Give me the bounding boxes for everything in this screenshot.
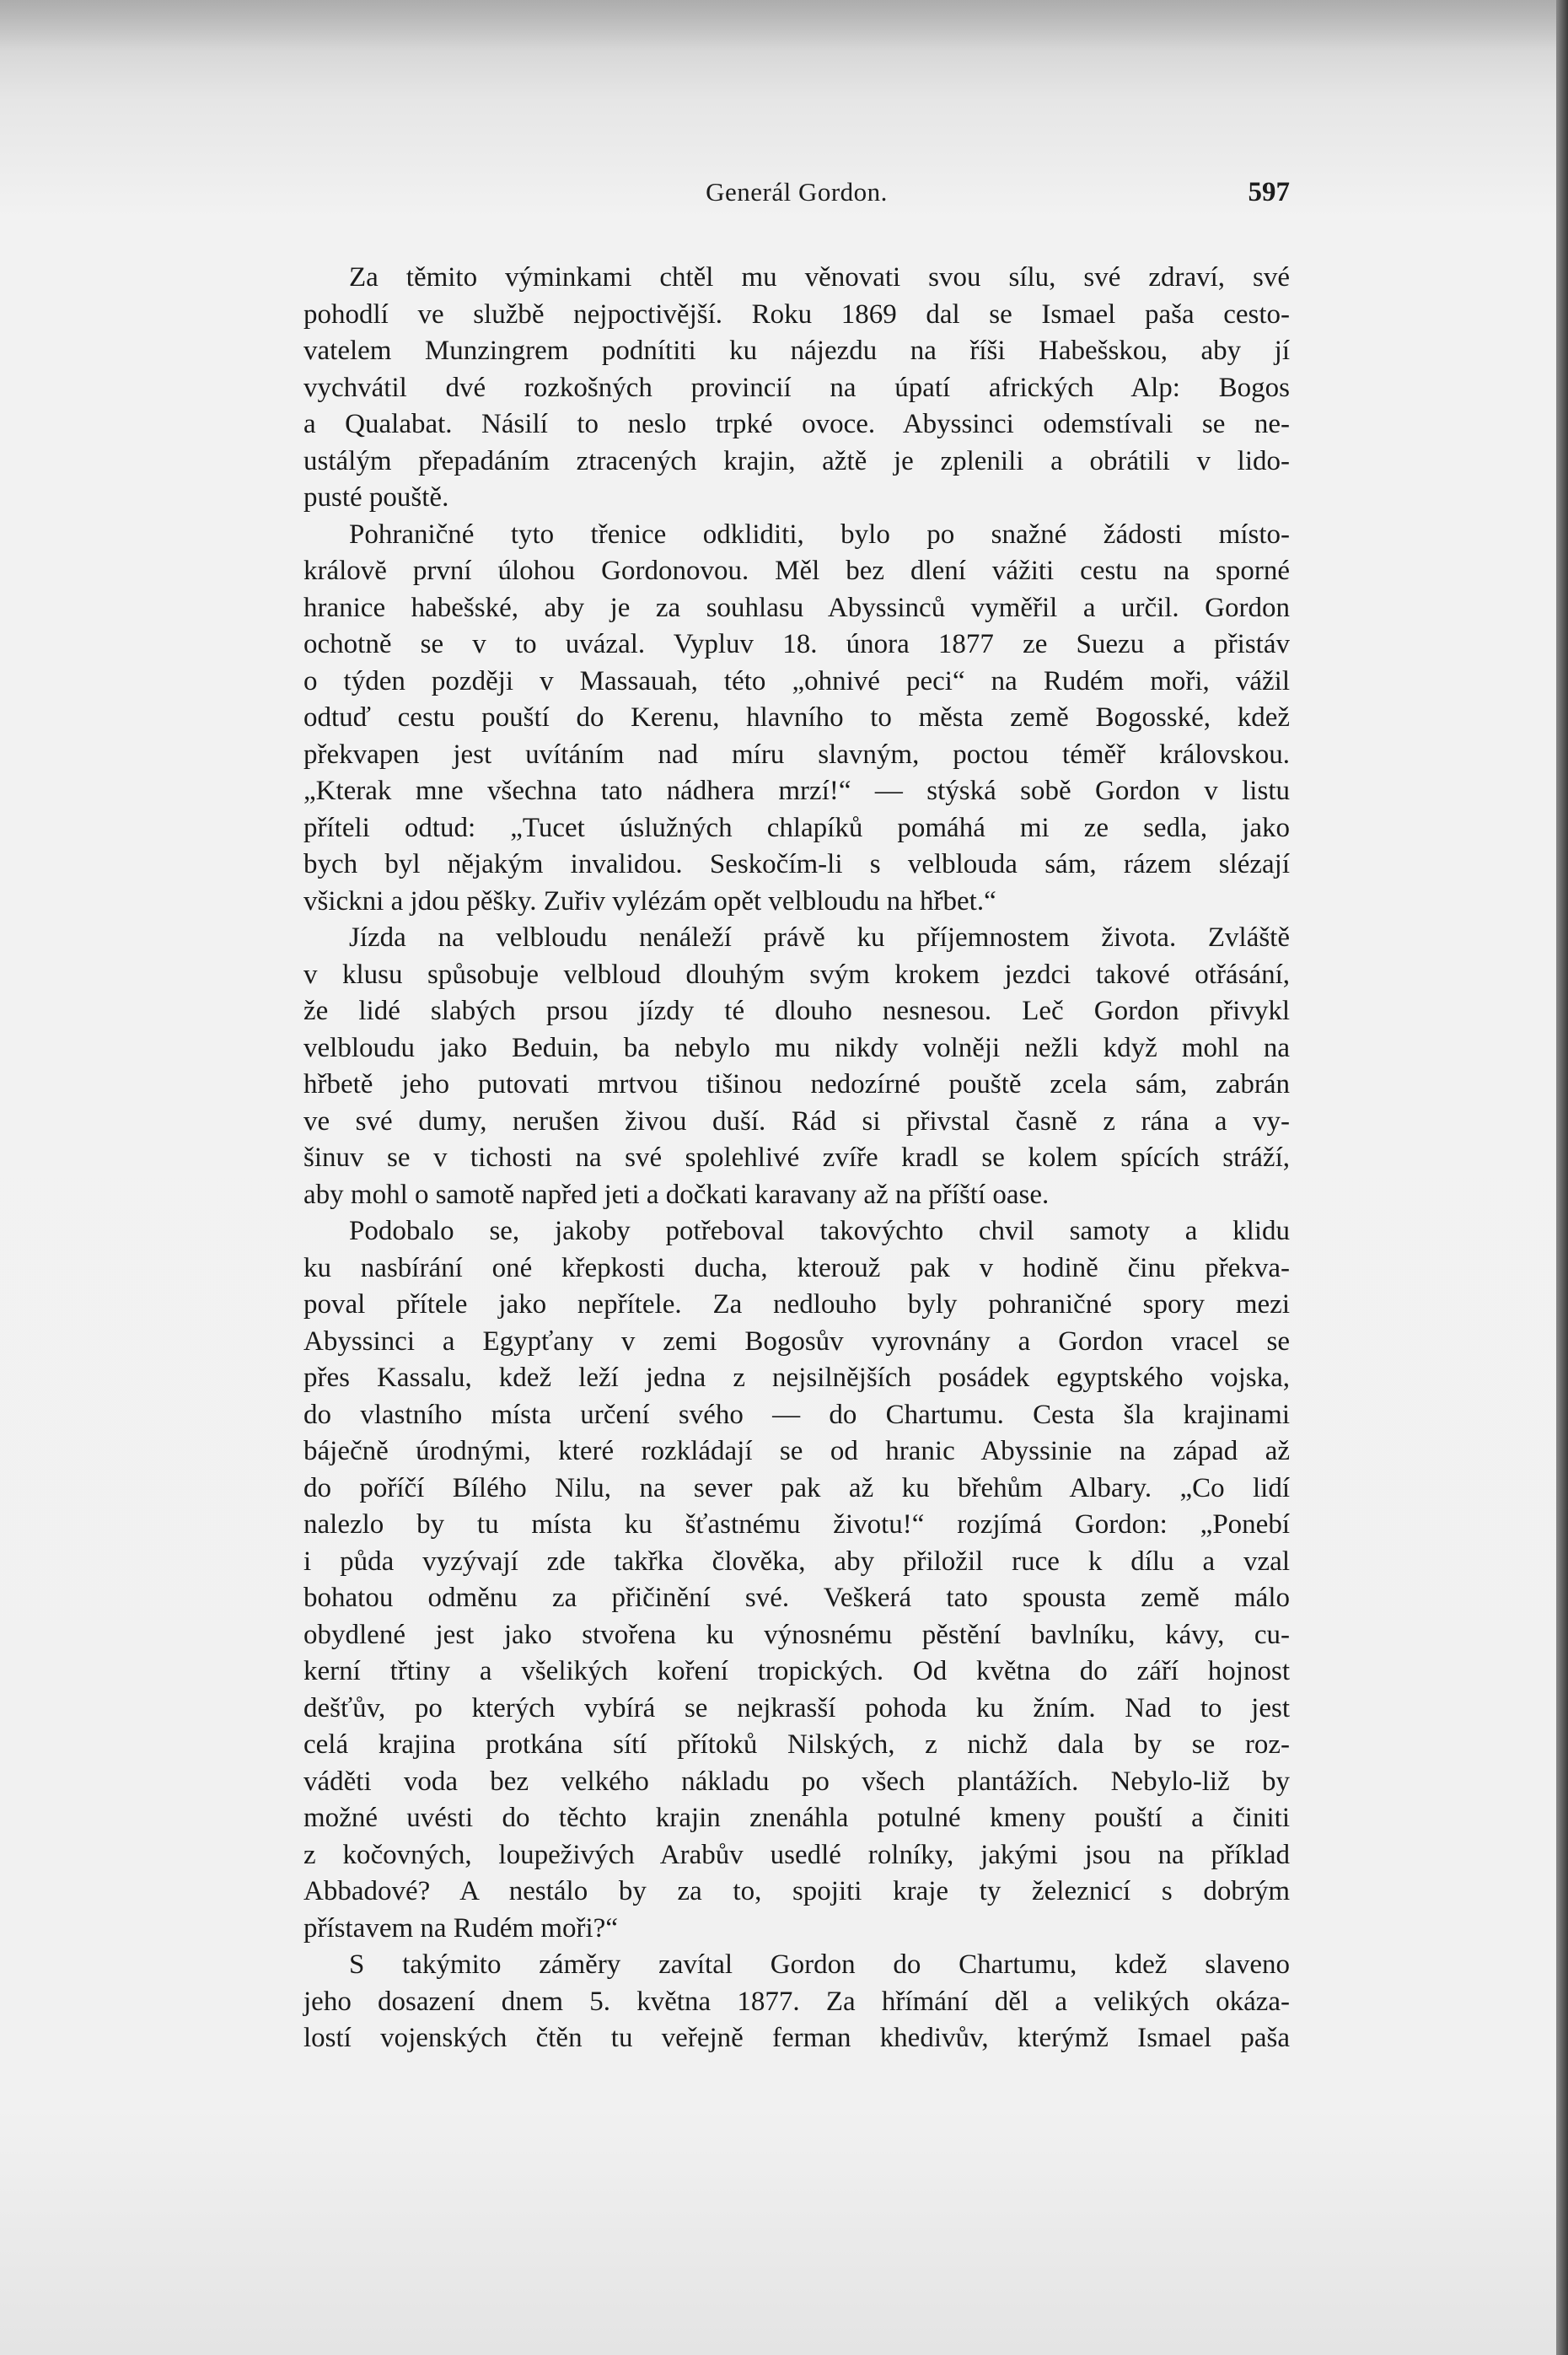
text-line: v klusu spůsobuje velbloud dlouhým svým krokem jezdci takové otřásání, (303, 959, 1290, 990)
text-line: „Kterak mne všechna tato nádhera mrzí!“ — stýská sobě Gordon v listu (303, 776, 1290, 806)
text-line: ku nasbírání oné křepkosti ducha, kterouž pak v hodině činu překva- (303, 1252, 1290, 1283)
text-line: kerní třtiny a všelikých koření tropických. Od května do září hojnost (303, 1656, 1290, 1686)
text-line: do poříčí Bílého Nilu, na sever pak až ku břehům Albary. „Co lidí (303, 1472, 1290, 1503)
text-line: obydlené jest jako stvořena ku výnosnému pěstění bavlníku, kávy, cu- (303, 1619, 1290, 1650)
text-line: všickni a jdou pěšky. Zuřiv vylézám opět velbloudu na hřbet.“ (303, 885, 996, 917)
text-line: vychvátil dvé rozkošných provincií na úpatí afrických Alp: Bogos (303, 372, 1290, 403)
text-line: překvapen jest uvítáním nad míru slavným, poctou téměř královskou. (303, 739, 1290, 770)
running-title: Generál Gordon. (706, 177, 888, 207)
text-line: z kočovných, loupeživých Arabův usedlé rolníky, jakými jsou na příklad (303, 1839, 1290, 1870)
text-line: váděti voda bez velkého nákladu po všech plantážích. Nebylo-liž by (303, 1766, 1290, 1797)
text-line: Jízda na velbloudu nenáleží právě ku příjemnostem života. Zvláště (349, 922, 1290, 953)
text-line: S takýmito záměry zavítal Gordon do Chartumu, kdež slaveno (349, 1949, 1290, 1980)
text-line: šinuv se v tichosti na své spolehlivé zvíře kradl se kolem spících stráží, (303, 1143, 1290, 1173)
text-line: že lidé slabých prsou jízdy té dlouho nesnesou. Leč Gordon přivykl (303, 996, 1290, 1026)
page-header (303, 177, 1290, 219)
text-line: velbloudu jako Beduin, ba nebylo mu nikdy volněji nežli když mohl na (303, 1032, 1290, 1063)
text-line: přístavem na Rudém moři?“ (303, 1912, 618, 1944)
text-line: možné uvésti do těchto krajin znenáhla potulné kmeny pouští a činiti (303, 1803, 1290, 1833)
text-line: hřbetě jeho putovati mrtvou tišinou nedozírné pouště zcela sám, zabrán (303, 1069, 1290, 1100)
text-line: Abyssinci a Egypťany v zemi Bogosův vyrovnány a Gordon vracel se (303, 1325, 1290, 1357)
text-line: celá krajina protkána sítí přítoků Nilských, z nichž dala by se roz- (303, 1729, 1290, 1760)
text-line: dešťův, po kterých vybírá se nejkrasší pohoda ku žním. Nad to jest (303, 1692, 1290, 1723)
text-line: Abbadové? A nestálo by za to, spojiti kraje ty železnicí s dobrým (303, 1876, 1290, 1906)
text-line: Pohraničné tyto třenice odkliditi, bylo po snažné žádosti místo- (349, 519, 1290, 550)
page-right-edge (1556, 0, 1568, 2355)
text-line: ochotně se v to uvázal. Vypluv 18. února 1877 ze Suezu a přistáv (303, 629, 1290, 659)
text-line: vatelem Munzingrem podnítiti ku nájezdu na říši Habešskou, aby jí (303, 336, 1290, 366)
text-line: královĕ první úlohou Gordonovou. Měl bez dlení vážiti cestu na sporné (303, 556, 1290, 586)
text-line: jeho dosazení dnem 5. května 1877. Za hřímání děl a velikých okáza- (303, 1986, 1290, 2017)
text-line: báječně úrodnými, které rozkládají se od hranic Abyssinie na západ až (303, 1436, 1290, 1466)
text-line: pusté pouště. (303, 482, 449, 513)
text-line: přes Kassalu, kdež leží jedna z nejsilnějších posádek egyptského vojska, (303, 1363, 1290, 1393)
page-top-shadow (0, 0, 1568, 51)
text-line: Za těmito výminkami chtěl mu věnovati svou sílu, své zdraví, své (349, 262, 1290, 293)
text-line: do vlastního místa určení svého — do Chartumu. Cesta šla krajinami (303, 1399, 1290, 1430)
text-line: ve své dumy, nerušen živou duší. Rád si přivstal časně z rána a vy- (303, 1105, 1290, 1137)
text-line: příteli odtud: „Tucet úslužných chlapíků pomáhá mi ze sedla, jako (303, 812, 1290, 843)
body-text (303, 260, 1290, 2057)
text-line: pohodlí ve službě nejpoctivější. Roku 1869 dal se Ismael paša cesto- (303, 298, 1290, 330)
text-line: bych byl nějakým invalidou. Seskočím-li s velblouda sám, rázem slézají (303, 849, 1290, 879)
text-line: lostí vojenských čtěn tu veřejně ferman khedivův, kterýmž Ismael paša (303, 2023, 1290, 2053)
text-line: nalezlo by tu místa ku šťastnému životu!“ rozjímá Gordon: „Ponebí (303, 1509, 1290, 1540)
text-line: ustálým přepadáním ztracených krajin, ažtě je zplenili a obrátili v lido- (303, 445, 1290, 476)
text-line: odtuď cestu pouští do Kerenu, hlavního to města země Bogosské, kdež (303, 702, 1290, 733)
page-number: 597 (1248, 177, 1290, 207)
text-line: aby mohl o samotě napřed jeti a dočkati karavany až na příští oase. (303, 1179, 1050, 1210)
text-line: hranice habešské, aby je za souhlasu Abyssinců vyměřil a určil. Gordon (303, 592, 1290, 623)
text-line: Podobalo se, jakoby potřeboval takovýchto chvil samoty a klidu (349, 1216, 1290, 1246)
text-line: o týden později v Massauah, této „ohnivé peci“ na Rudém moři, vážil (303, 665, 1290, 696)
text-line: a Qualabat. Násilí to neslo trpké ovoce. Abyssinci odemstívali se ne- (303, 409, 1290, 439)
text-line: poval přítele jako nepřítele. Za nedlouho byly pohraničné spory mezi (303, 1289, 1290, 1320)
text-line: i půda vyzývají zde takřka člověka, aby přiložil ruce k dílu a vzal (303, 1546, 1290, 1577)
text-line: bohatou odměnu za přičinění své. Veškerá tato spousta země málo (303, 1583, 1290, 1613)
